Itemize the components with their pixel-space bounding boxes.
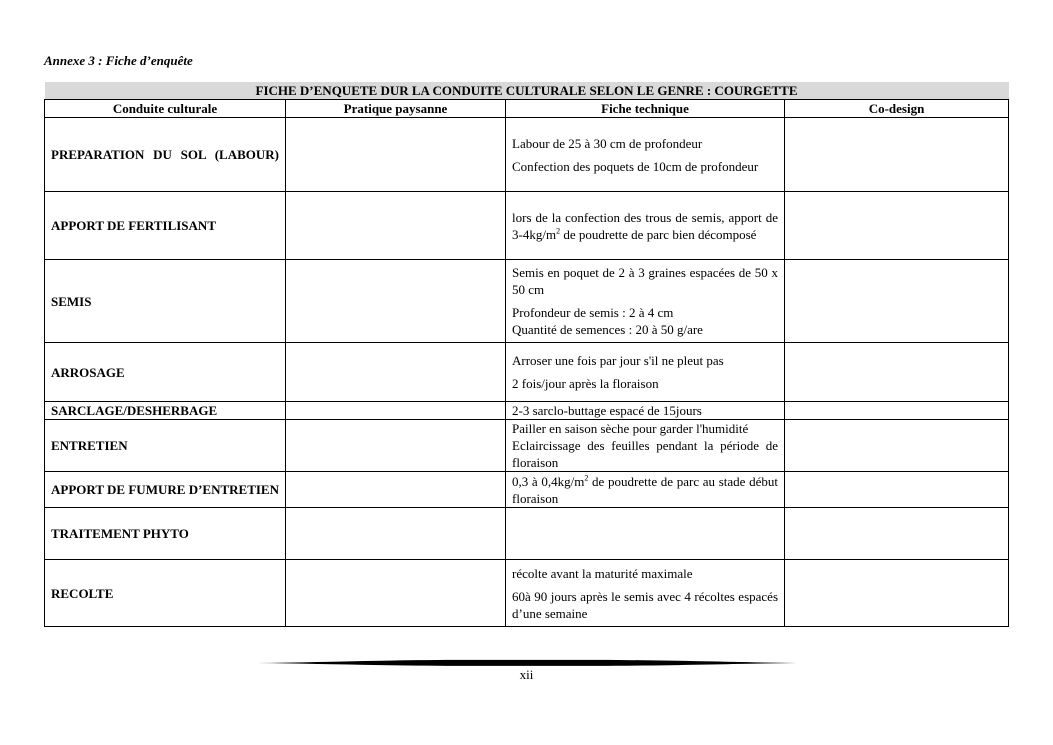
table-row (45, 402, 1009, 420)
codesign-cell (785, 560, 1009, 627)
fiche-cell (506, 472, 785, 508)
fiche-line: 2 fois/jour après la floraison (512, 376, 659, 391)
column-header-conduite: Conduite culturale (45, 100, 286, 118)
conduite-cell: SARCLAGE/DESHERBAGE (45, 402, 286, 420)
fiche-cell (506, 560, 785, 627)
table-banner-row (45, 82, 1009, 100)
table-row (45, 472, 1009, 508)
codesign-cell (785, 192, 1009, 260)
fiche-line: Confection des poquets de 10cm de profondeur (512, 158, 759, 174)
fiche-text: 0,3 à 0,4kg/m (512, 473, 585, 489)
conduite-cell: PREPARATION DU SOL (LABOUR) (45, 118, 286, 192)
pratique-cell (286, 560, 506, 627)
fiche-cell (506, 118, 785, 192)
survey-table (44, 82, 1009, 627)
column-header-fiche: Fiche technique (506, 100, 785, 118)
annex-title: Annexe 3 : Fiche d’enquête (44, 53, 193, 68)
pratique-cell (286, 508, 506, 560)
conduite-cell: RECOLTE (45, 560, 286, 627)
fiche-line: Profondeur de semis : 2 à 4 cm (512, 305, 674, 320)
pratique-cell (286, 260, 506, 343)
table-header-row (45, 100, 1009, 118)
pratique-cell (286, 472, 506, 508)
codesign-cell (785, 260, 1009, 343)
conduite-cell: APPORT DE FUMURE D’ENTRETIEN (45, 472, 286, 508)
codesign-cell (785, 343, 1009, 402)
conduite-cell: SEMIS (45, 260, 286, 343)
fiche-line (512, 209, 778, 243)
fiche-line: Semis en poquet de 2 à 3 graines espacées de 50 x 50 cm (512, 265, 778, 297)
fiche-cell (506, 260, 785, 343)
pratique-cell (286, 192, 506, 260)
superscript-exponent: 2 (556, 226, 561, 236)
codesign-cell (785, 472, 1009, 508)
fiche-cell (506, 402, 785, 420)
fiche-line: 60à 90 jours après le semis avec 4 récoltes espacés d’une semaine (512, 588, 778, 621)
fiche-line: Labour de 25 à 30 cm de profondeur (512, 135, 703, 151)
codesign-cell (785, 118, 1009, 192)
conduite-cell: ENTRETIEN (45, 420, 286, 472)
superscript-exponent: 2 (584, 473, 589, 483)
table-row (45, 560, 1009, 627)
fiche-line: 2-3 sarclo-buttage espacé de 15jours (512, 403, 702, 418)
fiche-line: Arroser une fois par jour s'il ne pleut pas (512, 353, 724, 368)
fiche-cell (506, 192, 785, 260)
table-row (45, 260, 1009, 343)
table-row (45, 420, 1009, 472)
column-header-codesign: Co-design (785, 100, 1009, 118)
fiche-cell (506, 343, 785, 402)
conduite-cell: APPORT DE FERTILISANT (45, 192, 286, 260)
fiche-text: de poudrette de parc au stade début floraison (512, 473, 778, 506)
pratique-cell (286, 118, 506, 192)
pratique-cell (286, 420, 506, 472)
column-header-pratique: Pratique paysanne (286, 100, 506, 118)
conduite-cell: ARROSAGE (45, 343, 286, 402)
table-row (45, 343, 1009, 402)
fiche-line: récolte avant la maturité maximale (512, 565, 693, 581)
page-number: xii (519, 667, 534, 682)
table-row (45, 508, 1009, 560)
table-row (45, 192, 1009, 260)
pratique-cell (286, 343, 506, 402)
fiche-line: Eclaircissage des feuilles pendant la période de floraison (512, 438, 778, 470)
fiche-line: Pailler en saison sèche pour garder l'humidité (512, 421, 749, 436)
table-row (45, 118, 1009, 192)
codesign-cell (785, 420, 1009, 472)
table-banner: FICHE D’ENQUETE DUR LA CONDUITE CULTURALE SELON LE GENRE : COURGETTE (45, 82, 1009, 100)
fiche-cell (506, 420, 785, 472)
fiche-line (512, 473, 778, 507)
fiche-cell (506, 508, 785, 560)
fiche-text: de poudrette de parc bien décomposé (560, 226, 757, 242)
pratique-cell (286, 402, 506, 420)
conduite-cell: TRAITEMENT PHYTO (45, 508, 286, 560)
fiche-text: lors de la confection des trous de semis, apport de 3-4kg/m (512, 209, 778, 242)
fiche-line: Quantité de semences : 20 à 50 g/are (512, 322, 703, 337)
codesign-cell (785, 402, 1009, 420)
codesign-cell (785, 508, 1009, 560)
